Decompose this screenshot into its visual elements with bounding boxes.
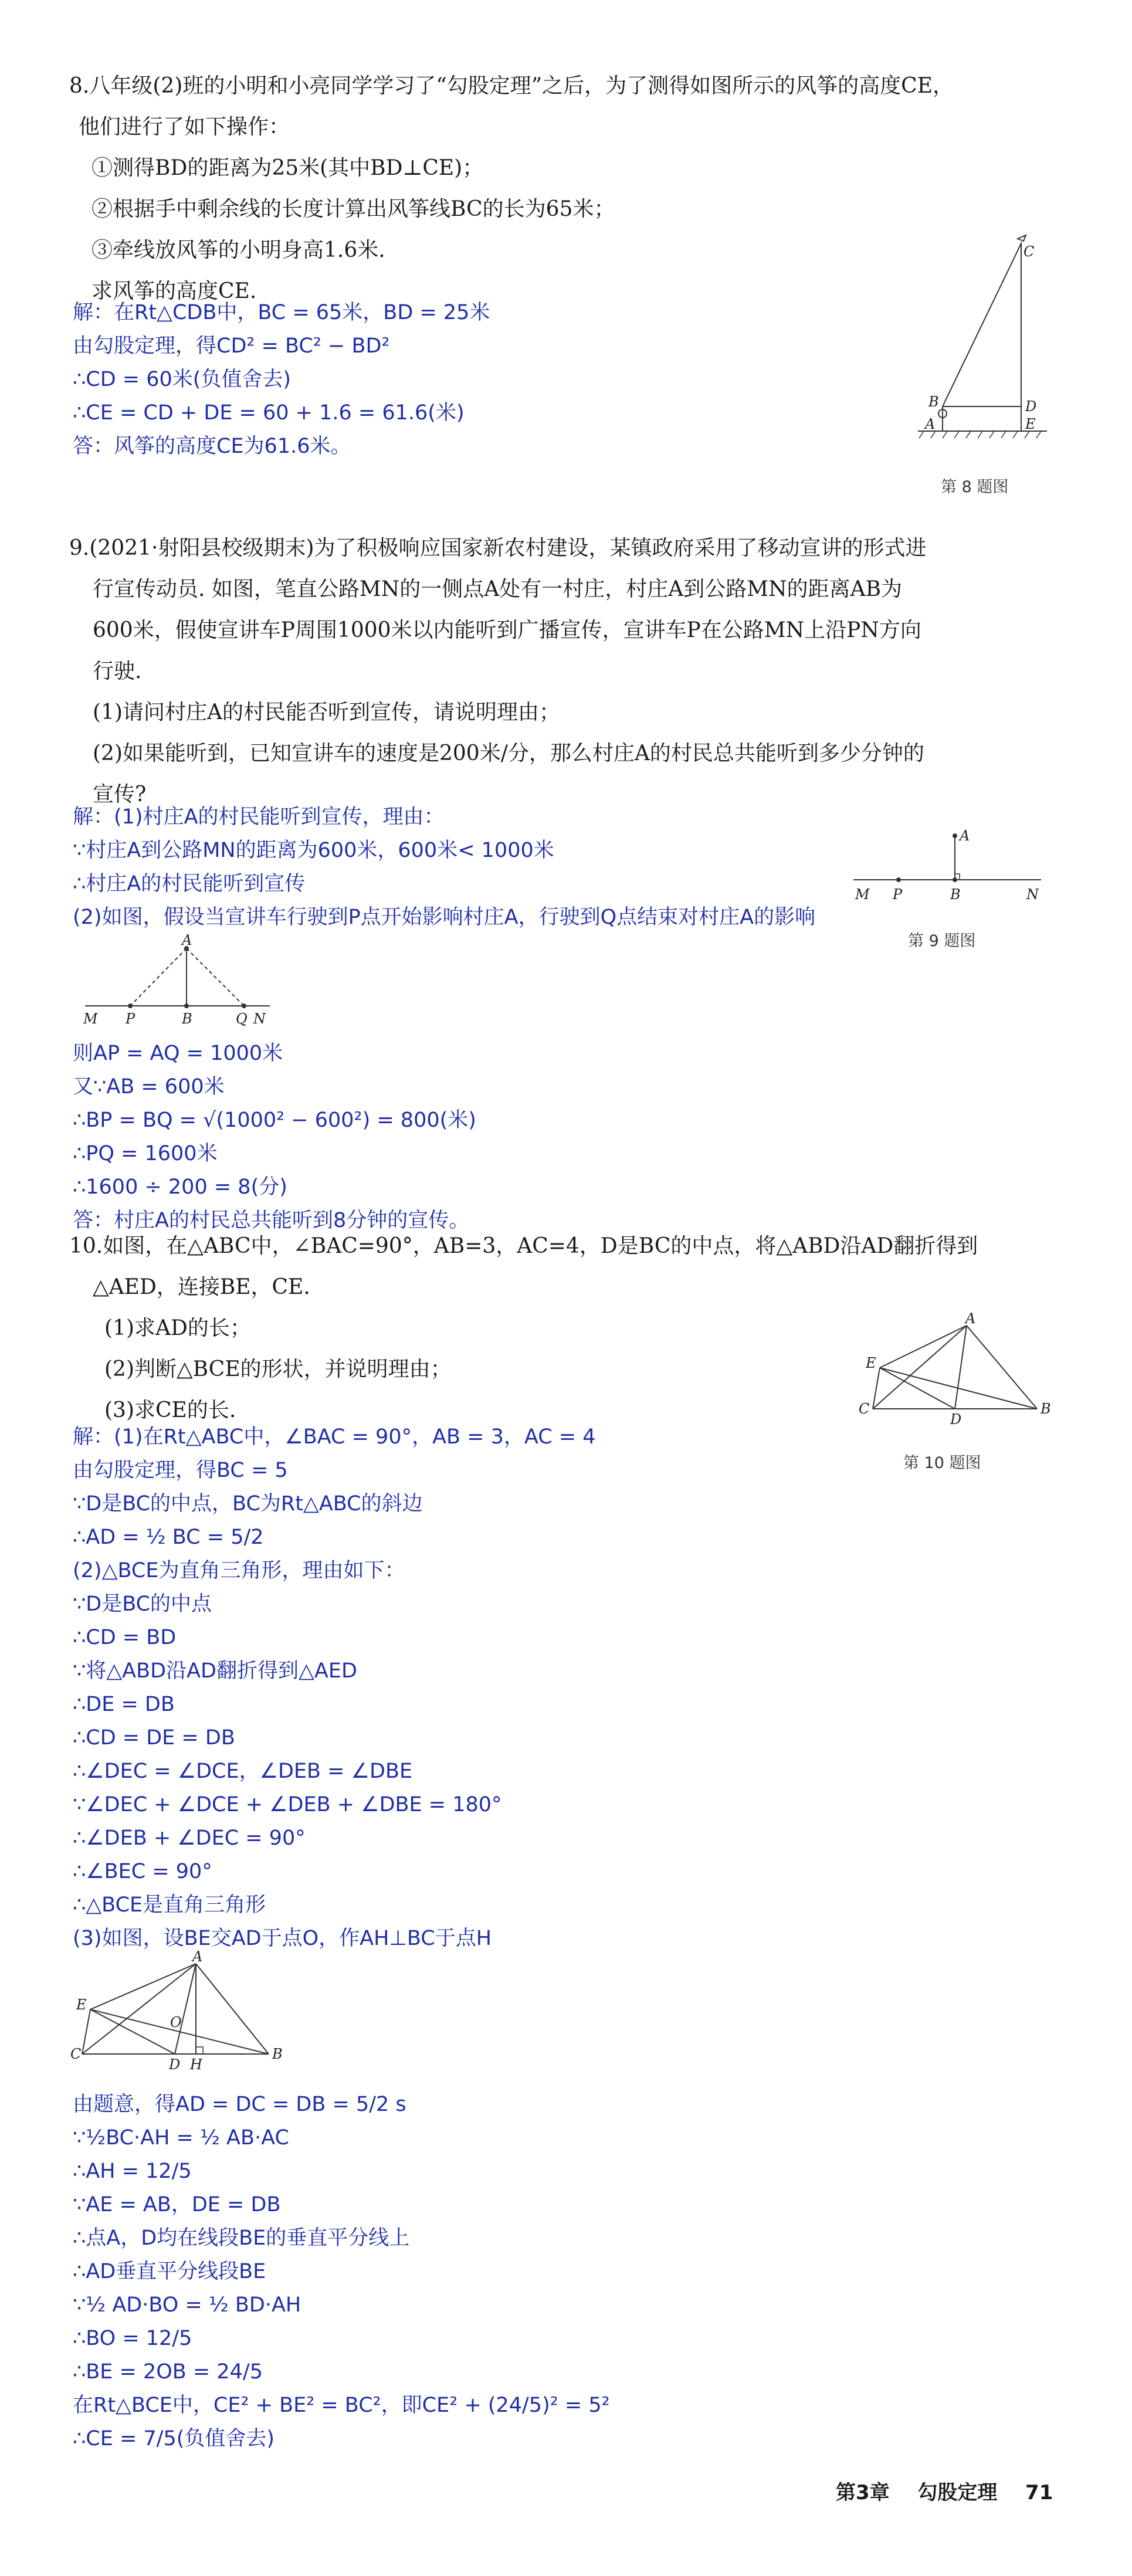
q8-line: 他们进行了如下操作： bbox=[79, 115, 290, 139]
q8-solution-line: 由勾股定理，得CD² = BC² − BD² bbox=[73, 334, 390, 358]
q9-line: 宣传? bbox=[93, 782, 147, 806]
q10-solution-line: ∴△BCE是直角三角形 bbox=[73, 1893, 266, 1917]
q10-solution-line: 由题意，得AD = DC = DB = 5/2 s bbox=[73, 2093, 406, 2116]
q9-sol-label-p: P bbox=[126, 1011, 135, 1027]
q9-sol-label-q: Q bbox=[236, 1011, 248, 1027]
q10-caption: 第 10 题图 bbox=[903, 1454, 981, 1472]
q9-solution-line: ∴BP = BQ = √(1000² − 600²) = 800(米) bbox=[73, 1109, 476, 1132]
q10-solution-b bbox=[73, 2088, 610, 2456]
q9-line: 行驶. bbox=[93, 659, 142, 683]
q8-solution-line: 答：风筝的高度CE为61.6米。 bbox=[73, 435, 351, 458]
q8-line: 8.八年级(2)班的小明和小亮同学学习了“勾股定理”之后，为了测得如图所示的风筝的高度CE， bbox=[69, 74, 954, 98]
page-number: 71 bbox=[1025, 2481, 1053, 2504]
q8-line: 求风筝的高度CE. bbox=[91, 279, 257, 303]
q10-solution-line: ∴∠DEB + ∠DEC = 90° bbox=[73, 1826, 306, 1850]
q9-label-b: B bbox=[950, 886, 961, 903]
q9-solution-line: (2)如图，假设当宣讲车行驶到P点开始影响村庄A，行驶到Q点结束对村庄A的影响 bbox=[73, 906, 816, 929]
q9-solution-b bbox=[73, 1037, 476, 1238]
q9-solution-line: ∵村庄A到公路MN的距离为600米，600米< 1000米 bbox=[73, 839, 554, 862]
q9-solution-line: ∴PQ = 1600米 bbox=[73, 1142, 218, 1165]
q10-solution-line: ∵½ AD·BO = ½ BD·AH bbox=[73, 2293, 301, 2317]
q8-kite-figure bbox=[912, 232, 1059, 449]
q9-sol-label-a: A bbox=[182, 932, 192, 948]
q8-solution-line: 解：在Rt△CDB中，BC = 65米，BD = 25米 bbox=[73, 301, 490, 324]
q10-line: (3)求CE的长. bbox=[104, 1398, 236, 1422]
q10-solution-line: ∵AE = AB，DE = DB bbox=[73, 2193, 281, 2216]
q10-sol-label-d: D bbox=[169, 2056, 181, 2073]
q9-solution-line: 又∵AB = 600米 bbox=[73, 1075, 225, 1099]
q10-solution-line: ∴∠DEC = ∠DCE，∠DEB = ∠DBE bbox=[73, 1760, 413, 1783]
q8-label-e: E bbox=[1025, 416, 1036, 432]
q10-line: (1)求AD的长； bbox=[104, 1316, 251, 1340]
q8-caption: 第 8 题图 bbox=[941, 478, 1009, 496]
q9-line: (2)如果能听到，已知宣讲车的速度是200米/分，那么村庄A的村民总共能听到多少分钟的 bbox=[93, 741, 924, 765]
q8-line: ①测得BD的距离为25米(其中BD⊥CE)； bbox=[91, 156, 484, 180]
q10-solution-line: ∴AD垂直平分线段BE bbox=[73, 2260, 266, 2283]
q10-solution-line: ∴BO = 12/5 bbox=[73, 2327, 192, 2350]
q9-sol-label-m: M bbox=[83, 1011, 98, 1027]
q10-sol-label-c: C bbox=[70, 2046, 82, 2062]
q8-line: ②根据手中剩余线的长度计算出风筝线BC的长为65米； bbox=[91, 197, 615, 221]
q10-solution-line: 在Rt△BCE中，CE² + BE² = BC²，即CE² + (24/5)² = 5² bbox=[73, 2394, 610, 2417]
q9-label-a: A bbox=[960, 828, 970, 844]
q10-solution-line: (3)如图，设BE交AD于点O，作AH⊥BC于点H bbox=[73, 1927, 492, 1950]
q10-solution-line: ∴AD = ½ BC = 5/2 bbox=[73, 1526, 264, 1549]
q9-solution-line: ∴1600 ÷ 200 = 8(分) bbox=[73, 1175, 287, 1199]
footer-chapter: 第3章 bbox=[836, 2481, 890, 2504]
q10-sol-label-o: O bbox=[170, 2014, 182, 2031]
q10-solution-line: ∵D是BC的中点 bbox=[73, 1592, 212, 1616]
q8-line: ③牵线放风筝的小明身高1.6米. bbox=[91, 238, 385, 262]
q8-label-b: B bbox=[928, 394, 939, 410]
q9-road-figure bbox=[850, 824, 1044, 906]
q10-solution-line: ∴CD = BD bbox=[73, 1626, 177, 1649]
q10-solution-line: ∵将△ABD沿AD翻折得到△AED bbox=[73, 1659, 357, 1683]
q8-solution-line: ∴CD = 60米(负值舍去) bbox=[73, 368, 292, 391]
q8-label-d: D bbox=[1025, 398, 1037, 415]
q10-solution-line: ∵½BC·AH = ½ AB·AC bbox=[73, 2126, 289, 2150]
q10-line: (2)判断△BCE的形状，并说明理由； bbox=[104, 1357, 452, 1381]
q10-solution-line: (2)△BCE为直角三角形，理由如下： bbox=[73, 1559, 405, 1582]
q10-label-a: A bbox=[965, 1310, 976, 1327]
q10-solution-line: 解：(1)在Rt△ABC中，∠BAC = 90°，AB = 3，AC = 4 bbox=[73, 1425, 596, 1449]
q8-solution-line: ∴CE = CD + DE = 60 + 1.6 = 61.6(米) bbox=[73, 401, 465, 425]
q10-sol-label-h: H bbox=[190, 2056, 202, 2073]
q8-text bbox=[69, 66, 954, 312]
q10-label-b: B bbox=[1041, 1401, 1051, 1417]
q10-sol-label-e: E bbox=[76, 1997, 87, 2013]
q9-solution-line: 则AP = AQ = 1000米 bbox=[73, 1042, 283, 1065]
q10-line: 10.如图，在△ABC中，∠BAC=90°，AB=3，AC=4，D是BC的中点，将△ABD沿AD翻折得到 bbox=[69, 1234, 978, 1258]
q9-line: 行宣传动员. 如图，笔直公路MN的一侧点A处有一村庄，村庄A到公路MN的距离AB为 bbox=[93, 577, 903, 601]
page-footer bbox=[836, 2476, 1053, 2505]
q9-text bbox=[69, 528, 927, 815]
q9-solution-figure bbox=[82, 932, 282, 1029]
q9-label-p: P bbox=[893, 886, 903, 903]
q10-line: △AED，连接BE，CE. bbox=[93, 1275, 310, 1299]
q9-line: 9.(2021·射阳县校级期末)为了积极响应国家新农村建设，某镇政府采用了移动宣讲的形式进 bbox=[69, 536, 927, 560]
q8-label-c: C bbox=[1023, 243, 1035, 260]
q10-text bbox=[69, 1226, 978, 1431]
q9-solution-line: 解：(1)村庄A的村民能听到宣传，理由： bbox=[73, 805, 445, 829]
q10-solution-line: ∴CD = DE = DB bbox=[73, 1726, 235, 1750]
q8-solution bbox=[73, 296, 490, 463]
q9-label-m: M bbox=[855, 886, 870, 903]
q9-line: 600米，假使宣讲车P周围1000米以内能听到广播宣传，宣讲车P在公路MN上沿PN方向 bbox=[93, 618, 921, 642]
q10-solution-line: ∴∠BEC = 90° bbox=[73, 1860, 212, 1883]
q10-solution-line: ∵∠DEC + ∠DCE + ∠DEB + ∠DBE = 180° bbox=[73, 1793, 502, 1816]
q10-solution-a bbox=[73, 1421, 596, 1955]
q10-label-e: E bbox=[866, 1355, 876, 1371]
q10-label-c: C bbox=[859, 1401, 870, 1417]
q9-label-n: N bbox=[1026, 886, 1039, 903]
q9-line: (1)请问村庄A的村民能否听到宣传，请说明理由； bbox=[93, 700, 560, 724]
q9-solution-line: 答：村庄A的村民总共能听到8分钟的宣传。 bbox=[73, 1209, 470, 1232]
q9-sol-label-b: B bbox=[182, 1011, 192, 1027]
footer-title: 勾股定理 bbox=[917, 2481, 998, 2504]
q10-triangle-figure bbox=[856, 1310, 1056, 1428]
q9-solution-a bbox=[73, 801, 815, 934]
q10-solution-line: ∴AH = 12/5 bbox=[73, 2160, 192, 2183]
q8-label-a: A bbox=[925, 416, 936, 432]
q10-sol-label-b: B bbox=[272, 2046, 283, 2062]
q10-label-d: D bbox=[950, 1411, 962, 1428]
q10-solution-line: ∴点A，D均在线段BE的垂直平分线上 bbox=[73, 2226, 410, 2250]
q10-solution-line: ∴DE = DB bbox=[73, 1693, 175, 1716]
q10-solution-line: 由勾股定理，得BC = 5 bbox=[73, 1459, 288, 1482]
q10-solution-line: ∴CE = 7/5(负值舍去) bbox=[73, 2427, 275, 2450]
q9-caption: 第 9 题图 bbox=[908, 932, 976, 950]
q10-solution-figure bbox=[69, 1948, 292, 2073]
q9-sol-label-n: N bbox=[253, 1011, 266, 1027]
q10-solution-line: ∵D是BC的中点，BC为Rt△ABC的斜边 bbox=[73, 1492, 423, 1516]
q10-solution-line: ∴BE = 2OB = 24/5 bbox=[73, 2360, 263, 2384]
q9-solution-line: ∴村庄A的村民能听到宣传 bbox=[73, 872, 306, 896]
q10-sol-label-a: A bbox=[192, 1948, 203, 1965]
